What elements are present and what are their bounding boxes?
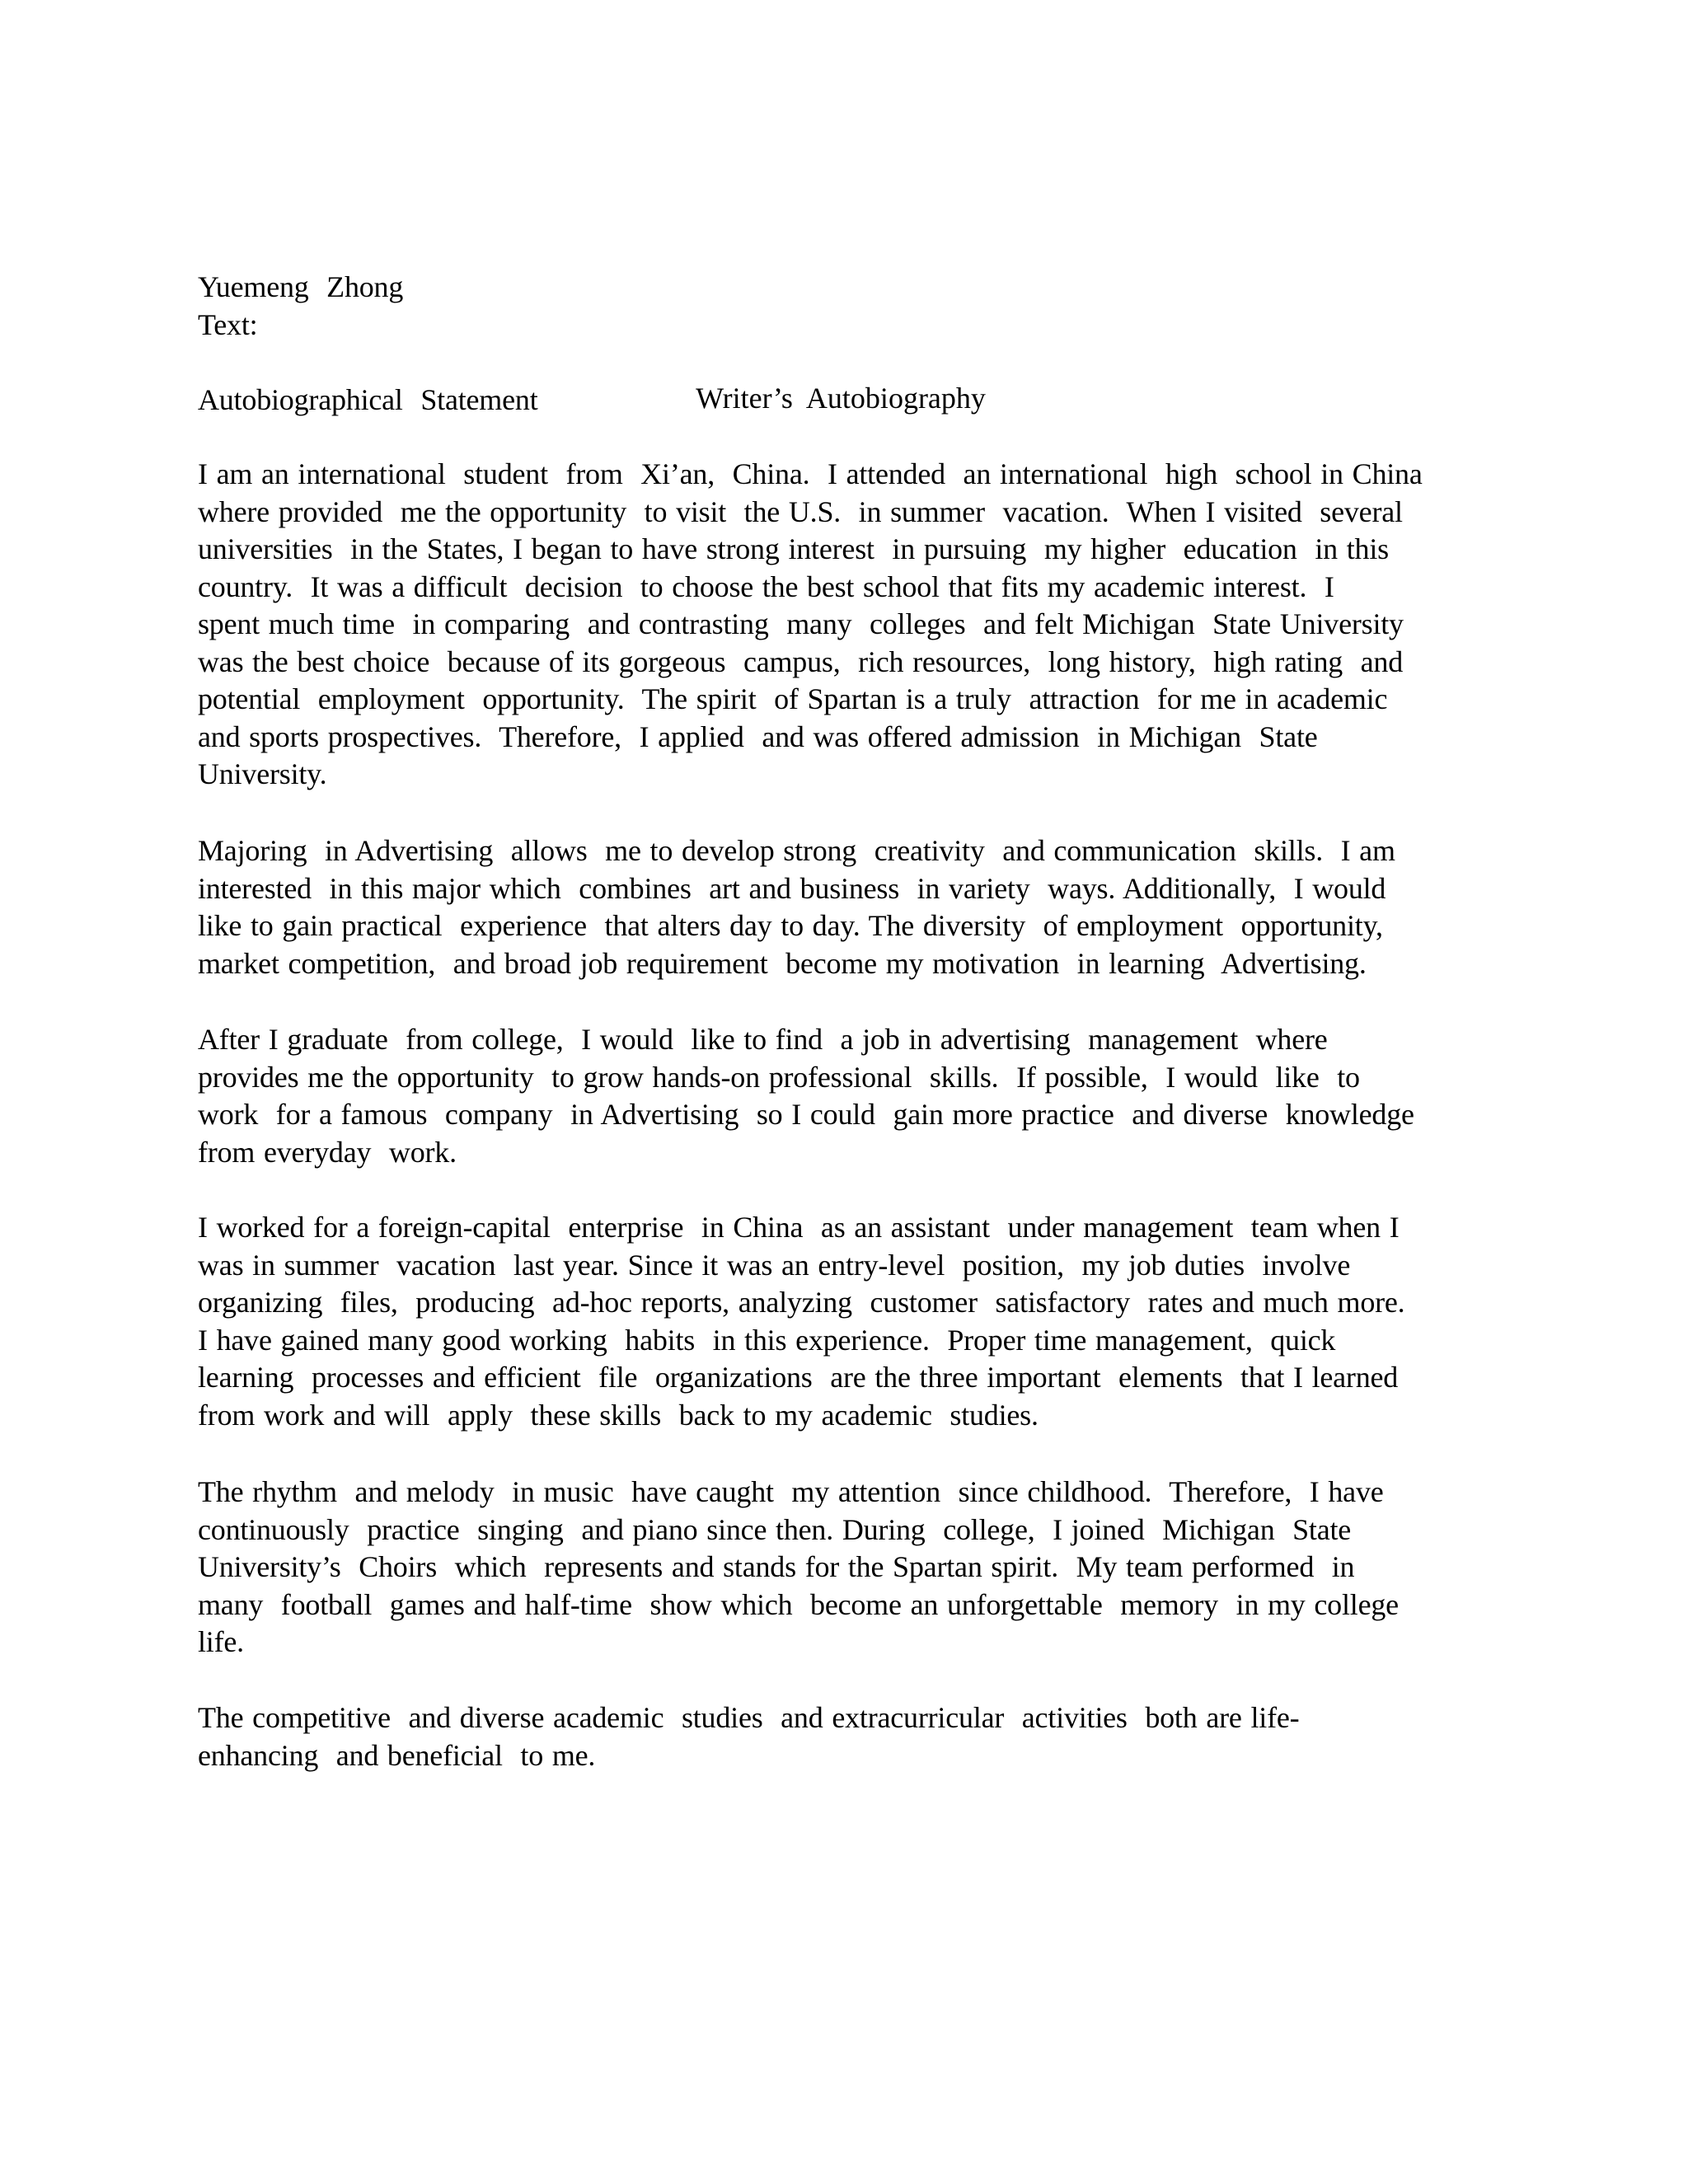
- paragraph-5: The rhythm and melody in music have caught my attention since childhood. Therefore, I have continuously practice singing and piano since then. During college, I joined Michigan State University’s Choirs which represents and stands for the Spartan spirit. My team performed in many football games and half-time show which become an unforgettable memory in my college life.: [198, 1475, 1399, 1658]
- paragraph-4: I worked for a foreign-capital enterprise in China as an assistant under management team when I was in summer vacation last year. Since it was an entry-level position, my job duties involve organizing files, producing ad-hoc reports, analyzing customer satisfactory rates and much more. I have gained many good working habits in this experience. Proper time management, quick learning processes and efficient file organizations are the three important elements that I learned from work and will apply these skills back to my academic studies.: [198, 1211, 1405, 1432]
- document-title: Writer’s Autobiography: [696, 382, 986, 415]
- paragraph-1: I am an international student from Xi’an, China. I attended an international high school in China where provided me the opportunity to visit the U.S. in summer vacation. When I visited several universities in the States, I began to have strong interest in pursuing my higher education in this country. It was a difficult decision to choose the best school that fits my academic interest. I spent much time in comparing and contrasting many colleges and felt Michigan State University was the best choice because of its gorgeous campus, rich resources, long history, high rating and potential employment opportunity. The spirit of Spartan is a truly attraction for me in academic and sports prospectives. Therefore, I applied and was offered admission in Michigan State University.: [198, 457, 1423, 790]
- document-type: Autobiographical Statement: [198, 382, 538, 416]
- paragraph-2: Majoring in Advertising allows me to develop strong creativity and communication skills. I am interested in this major which combines art and business in variety ways. Additionally, I would like to gain practical experience that alters day to day. The diversity of employment opportunity, market competition, and broad job requirement become my motivation in learning Advertising.: [198, 834, 1395, 980]
- author-name: Yuemeng Zhong: [198, 270, 404, 303]
- paragraph-3: After I graduate from college, I would like to find a job in advertising management where provides me the opportunity to grow hands-on professional skills. If possible, I would like to work for a famous company in Advertising so I could gain more practice and diverse knowledge from everyday work.: [198, 1023, 1414, 1169]
- paragraph-6: The competitive and diverse academic studies and extracurricular activities both are life- enhancing and beneficial to me.: [198, 1701, 1300, 1772]
- text-label: Text:: [198, 308, 258, 341]
